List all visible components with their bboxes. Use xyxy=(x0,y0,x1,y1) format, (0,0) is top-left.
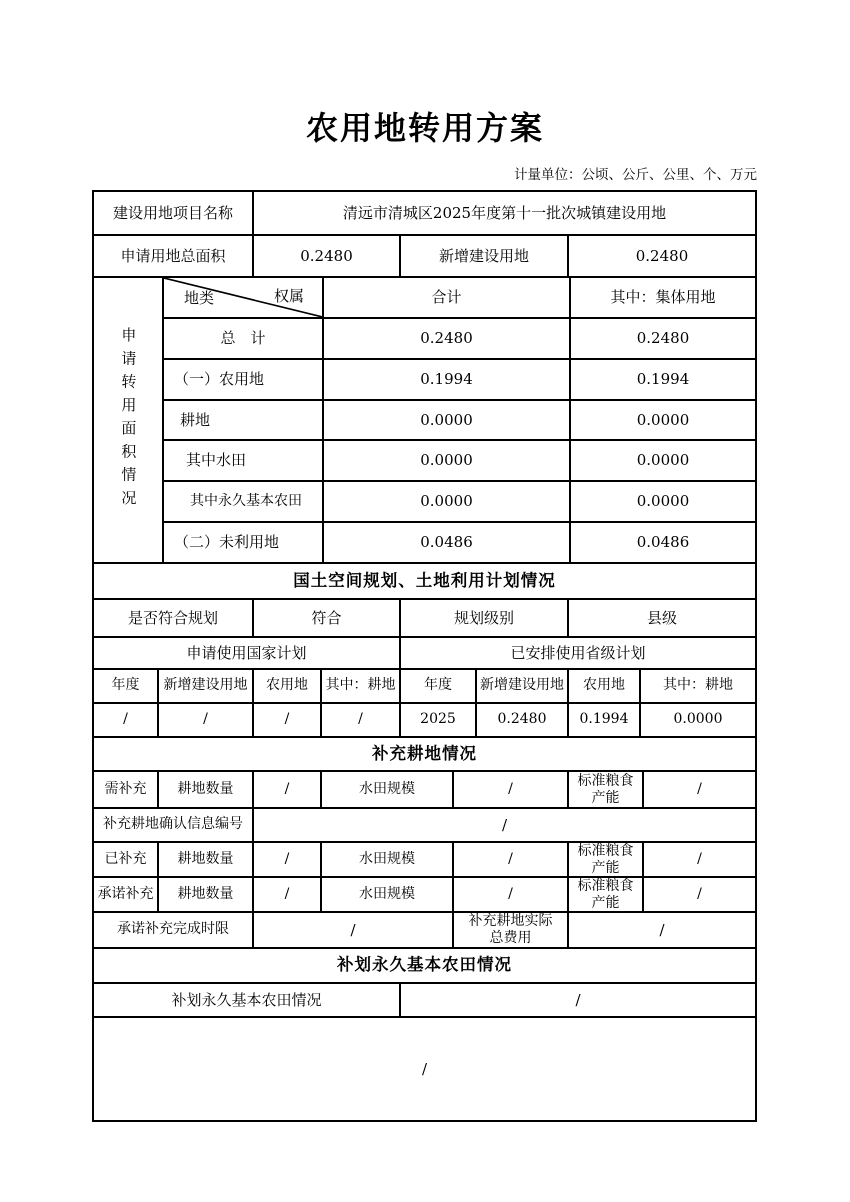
conversion-subtable xyxy=(162,278,755,562)
plan-value: / xyxy=(320,704,399,736)
qty-label: 耕地数量 xyxy=(157,843,252,876)
new-construction-value: 0.2480 xyxy=(567,236,755,276)
row-collective: 0.0000 xyxy=(569,401,755,440)
row-label: （一）农用地 xyxy=(174,369,265,388)
plan-level-value: 县级 xyxy=(567,600,755,636)
diagonal-landtype-label: 地类 xyxy=(184,289,215,308)
cost-value: / xyxy=(567,913,755,947)
column-header-total: 合计 xyxy=(322,278,569,317)
national-plan-label: 申请使用国家计划 xyxy=(186,643,307,662)
provincial-plan-label: 已安排使用省级计划 xyxy=(399,638,755,668)
supplement-category: 已补充 xyxy=(104,850,147,867)
qty-label: 耕地数量 xyxy=(157,772,252,807)
supplement-category: 需补充 xyxy=(104,780,147,797)
plan-value: / xyxy=(252,704,320,736)
table-row xyxy=(94,947,755,982)
grain-value: / xyxy=(642,843,755,876)
table-row xyxy=(94,1016,755,1120)
deadline-label: 承诺补充完成时限 xyxy=(117,921,229,938)
row-label: 总 计 xyxy=(220,328,266,347)
grain-value: / xyxy=(642,772,755,807)
table-row xyxy=(94,876,755,911)
table-row xyxy=(94,736,755,770)
form-table xyxy=(92,190,757,1122)
table-row xyxy=(164,480,755,521)
table-row xyxy=(94,598,755,636)
confirm-number-value: / xyxy=(252,809,755,841)
page-title: 农用地转用方案 xyxy=(305,109,544,147)
row-label: 其中水田 xyxy=(186,451,247,470)
cost-label: 补充耕地实际总费用 xyxy=(452,913,567,947)
table-row xyxy=(94,562,755,598)
diagonal-ownership-label: 权属 xyxy=(273,287,304,305)
unit-note: 计量单位：公顷、公斤、公里、个、万元 xyxy=(514,167,757,183)
conversion-section xyxy=(94,276,755,562)
row-total: 0.0000 xyxy=(322,482,569,521)
plan-col-header: 其中：耕地 xyxy=(320,670,399,702)
table-row xyxy=(94,636,755,668)
paddy-label: 水田规模 xyxy=(320,772,452,807)
plan-col-header: 新增建设用地 xyxy=(157,670,252,702)
row-total: 0.2480 xyxy=(322,319,569,358)
table-row xyxy=(164,358,755,399)
conversion-side-label: 申请转用面积情况 xyxy=(119,327,138,513)
new-construction-label: 新增建设用地 xyxy=(399,236,567,276)
remark-cell: / xyxy=(421,1059,428,1078)
table-row xyxy=(94,841,755,876)
row-label: 其中永久基本农田 xyxy=(190,492,302,509)
table-row xyxy=(94,807,755,841)
project-name-value: 清远市清城区2025年度第十一批次城镇建设用地 xyxy=(252,192,755,234)
table-row xyxy=(94,192,755,234)
qty-value: / xyxy=(252,843,320,876)
farmland-row-label: 补划永久基本农田情况 xyxy=(171,990,322,1009)
grain-value: / xyxy=(642,878,755,911)
row-collective: 0.2480 xyxy=(569,319,755,358)
paddy-value: / xyxy=(452,772,567,807)
plan-col-header: 年度 xyxy=(399,670,475,702)
qty-label: 耕地数量 xyxy=(157,878,252,911)
plan-value: 0.0000 xyxy=(639,704,755,736)
project-name-label: 建设用地项目名称 xyxy=(112,203,233,222)
qty-value: / xyxy=(252,772,320,807)
plan-col-header: 新增建设用地 xyxy=(475,670,567,702)
plan-value: 2025 xyxy=(399,704,475,736)
diagonal-header-cell xyxy=(164,278,322,317)
table-row xyxy=(94,911,755,947)
grain-label: 标准粮食产能 xyxy=(567,772,642,807)
total-area-label: 申请用地总面积 xyxy=(120,246,226,265)
table-row xyxy=(94,770,755,807)
supplement-section-title: 补充耕地情况 xyxy=(372,743,477,763)
table-row xyxy=(164,399,755,440)
confirm-number-label: 补充耕地确认信息编号 xyxy=(103,816,243,833)
paddy-label: 水田规模 xyxy=(320,843,452,876)
row-collective: 0.1994 xyxy=(569,360,755,399)
row-collective: 0.0000 xyxy=(569,441,755,480)
row-total: 0.0000 xyxy=(322,441,569,480)
row-total: 0.0486 xyxy=(322,523,569,562)
plan-col-header: 其中：耕地 xyxy=(639,670,755,702)
row-total: 0.0000 xyxy=(322,401,569,440)
plan-value: / xyxy=(123,711,128,728)
total-area-value: 0.2480 xyxy=(252,236,399,276)
row-collective: 0.0000 xyxy=(569,482,755,521)
row-label: 耕地 xyxy=(180,410,211,429)
table-row xyxy=(164,278,755,317)
table-row xyxy=(164,439,755,480)
plan-col-header: 年度 xyxy=(111,677,140,694)
plan-value: / xyxy=(157,704,252,736)
table-row xyxy=(94,234,755,276)
supplement-category: 承诺补充 xyxy=(97,885,154,902)
deadline-value: / xyxy=(252,913,452,947)
paddy-value: / xyxy=(452,843,567,876)
table-row xyxy=(94,982,755,1016)
grain-label: 标准粮食产能 xyxy=(567,878,642,911)
compliance-label: 是否符合规划 xyxy=(127,608,218,627)
row-label: （二）未利用地 xyxy=(174,533,280,552)
plan-col-header: 农用地 xyxy=(567,670,639,702)
table-row xyxy=(94,702,755,736)
table-row xyxy=(164,317,755,358)
paddy-label: 水田规模 xyxy=(320,878,452,911)
table-row xyxy=(164,521,755,562)
table-row xyxy=(94,668,755,702)
row-collective: 0.0486 xyxy=(569,523,755,562)
grain-label: 标准粮食产能 xyxy=(567,843,642,876)
compliance-value: 符合 xyxy=(252,600,399,636)
row-total: 0.1994 xyxy=(322,360,569,399)
column-header-collective: 其中：集体用地 xyxy=(569,278,755,317)
plan-col-header: 农用地 xyxy=(252,670,320,702)
paddy-value: / xyxy=(452,878,567,911)
plan-level-label: 规划级别 xyxy=(399,600,567,636)
farmland-row-value: / xyxy=(399,984,755,1016)
plan-value: 0.1994 xyxy=(567,704,639,736)
qty-value: / xyxy=(252,878,320,911)
planning-section-title: 国土空间规划、土地利用计划情况 xyxy=(293,570,556,590)
plan-value: 0.2480 xyxy=(475,704,567,736)
farmland-section-title: 补划永久基本农田情况 xyxy=(337,955,512,975)
